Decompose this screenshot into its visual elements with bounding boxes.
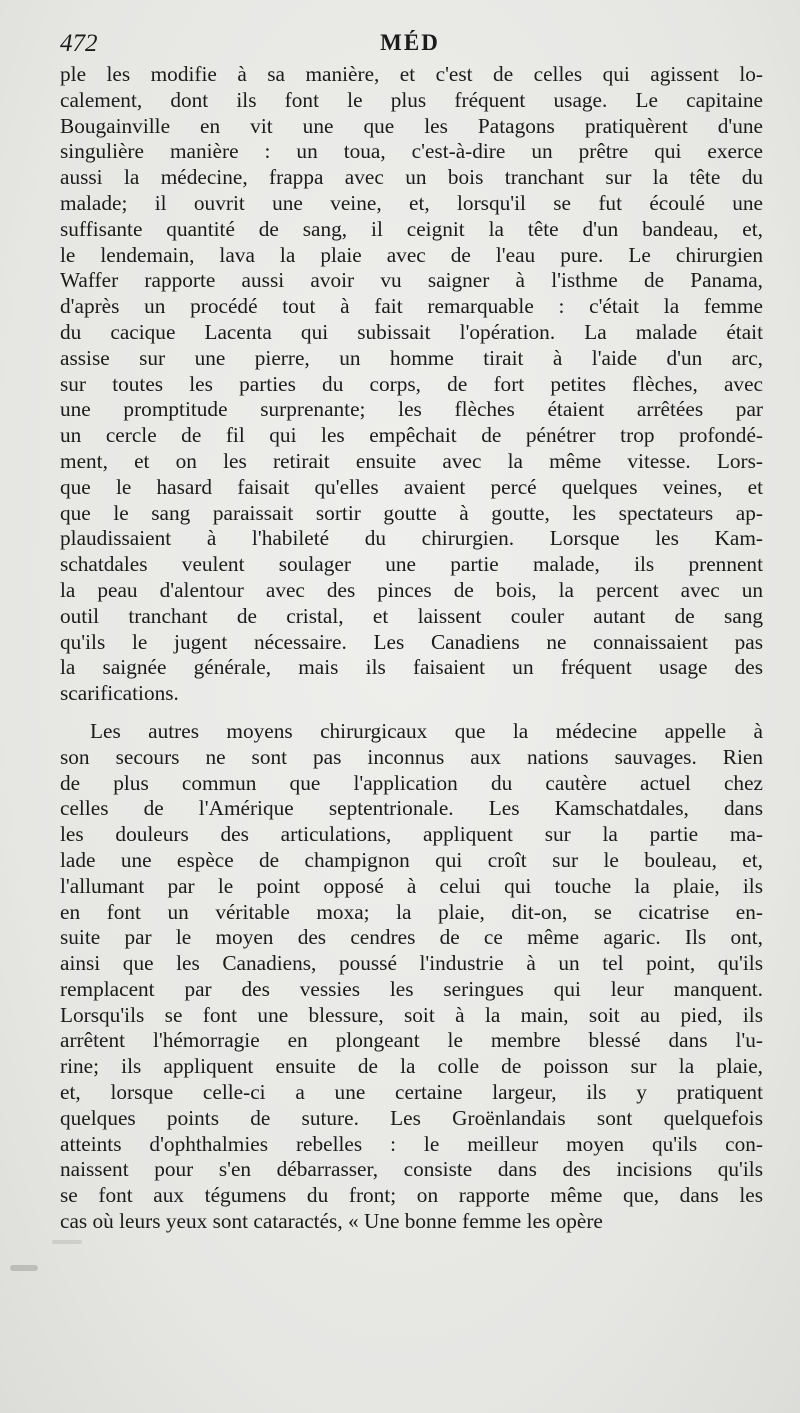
text-line: rine; ils appliquent ensuite de la colle de poisson sur la plaie, [60, 1054, 763, 1079]
text-line: que le sang paraissait sortir goutte à goutte, les spectateurs ap- [60, 500, 763, 525]
text-line: lade une espèce de champignon qui croît sur le bouleau, et, [60, 847, 763, 872]
page-number: 472 [60, 30, 98, 57]
text-line: le lendemain, lava la plaie avec de l'eau pure. Le chirurgien [60, 242, 763, 267]
text-line: celles de l'Amérique septentrionale. Les Kamschatdales, dans [60, 796, 763, 821]
text-line: ple les modifie à sa manière, et c'est de celles qui agissent lo- [60, 62, 763, 86]
text-line: Bougainville en vit une que les Patagons pratiquèrent d'une [60, 113, 763, 138]
text-line: aussi la médecine, frappa avec un bois tranchant sur la tête du [60, 165, 763, 190]
text-line: outil tranchant de cristal, et laissent couler autant de sang [60, 603, 763, 628]
text-line: quelques points de suture. Les Groënlandais sont quelquefois [60, 1105, 763, 1130]
text-line: ainsi que les Canadiens, poussé l'industrie à un tel point, qu'ils [60, 951, 763, 976]
running-head: MÉD [380, 30, 440, 55]
text-line: cas où leurs yeux sont cataractés, « Une bonne femme les opère [60, 1209, 603, 1234]
text-line: un cercle de fil qui les empêchait de pénétrer trop profondé- [60, 423, 763, 448]
text-line: scarifications. [60, 681, 179, 706]
text-line: suite par le moyen des cendres de ce même agaric. Ils ont, [60, 925, 763, 950]
paragraph-2 [60, 719, 763, 1235]
text-line: schatdales veulent soulager une partie malade, ils prennent [60, 552, 763, 577]
text-line: son secours ne sont pas inconnus aux nations sauvages. Rien [60, 744, 763, 769]
text-line: de plus commun que l'application du cautère actuel chez [60, 770, 763, 795]
print-smudge [10, 1265, 38, 1271]
text-line: les douleurs des articulations, appliquent sur la partie ma- [60, 822, 763, 847]
text-line: Les autres moyens chirurgicaux que la médecine appelle à [90, 718, 763, 743]
text-line: la peau d'alentour avec des pinces de bois, la percent avec un [60, 577, 763, 602]
text-line: qu'ils le jugent nécessaire. Les Canadiens ne connaissaient pas [60, 629, 763, 654]
text-line: du cacique Lacenta qui subissait l'opération. La malade était [60, 319, 763, 344]
text-line: assise sur une pierre, un homme tirait à l'aide d'un arc, [60, 345, 763, 370]
text-line: suffisante quantité de sang, il ceignit la tête d'un bandeau, et, [60, 216, 763, 241]
body-text [60, 62, 763, 1235]
text-line: remplacent par des vessies les seringues qui leur manquent. [60, 976, 763, 1001]
text-line: et, lorsque celle-ci a une certaine largeur, ils y pratiquent [60, 1080, 763, 1105]
text-line: naissent pour s'en débarrasser, consiste dans des incisions qu'ils [60, 1157, 763, 1182]
text-line: une promptitude surprenante; les flèches étaient arrêtées par [60, 397, 763, 422]
text-line: plaudissaient à l'habileté du chirurgien. Lorsque les Kam- [60, 526, 763, 551]
text-line: Lorsqu'ils se font une blessure, soit à la main, soit au pied, ils [60, 1002, 763, 1027]
text-line: se font aux tégumens du front; on rapporte même que, dans les [60, 1183, 763, 1208]
text-line: singulière manière : un toua, c'est-à-dire un prêtre qui exerce [60, 139, 763, 164]
page-header [60, 30, 760, 64]
text-line: arrêtent l'hémorragie en plongeant le membre blessé dans l'u- [60, 1028, 763, 1053]
text-line: calement, dont ils font le plus fréquent usage. Le capitaine [60, 87, 763, 112]
text-line: que le hasard faisait qu'elles avaient percé quelques veines, et [60, 474, 763, 499]
text-line: en font un véritable moxa; la plaie, dit-on, se cicatrise en- [60, 899, 763, 924]
text-line: la saignée générale, mais ils faisaient un fréquent usage des [60, 655, 763, 680]
text-line: l'allumant par le point opposé à celui qui touche la plaie, ils [60, 873, 763, 898]
text-line: atteints d'ophthalmies rebelles : le meilleur moyen qu'ils con- [60, 1131, 763, 1156]
text-line: Waffer rapporte aussi avoir vu saigner à l'isthme de Panama, [60, 268, 763, 293]
paragraph-1 [60, 62, 763, 707]
text-line: ment, et on les retirait ensuite avec la même vitesse. Lors- [60, 448, 763, 473]
text-line: malade; il ouvrit une veine, et, lorsqu'il se fut écoulé une [60, 190, 763, 215]
text-line: d'après un procédé tout à fait remarquable : c'était la femme [60, 294, 763, 319]
text-line: sur toutes les parties du corps, de fort petites flèches, avec [60, 371, 763, 396]
print-smudge [52, 1240, 82, 1244]
